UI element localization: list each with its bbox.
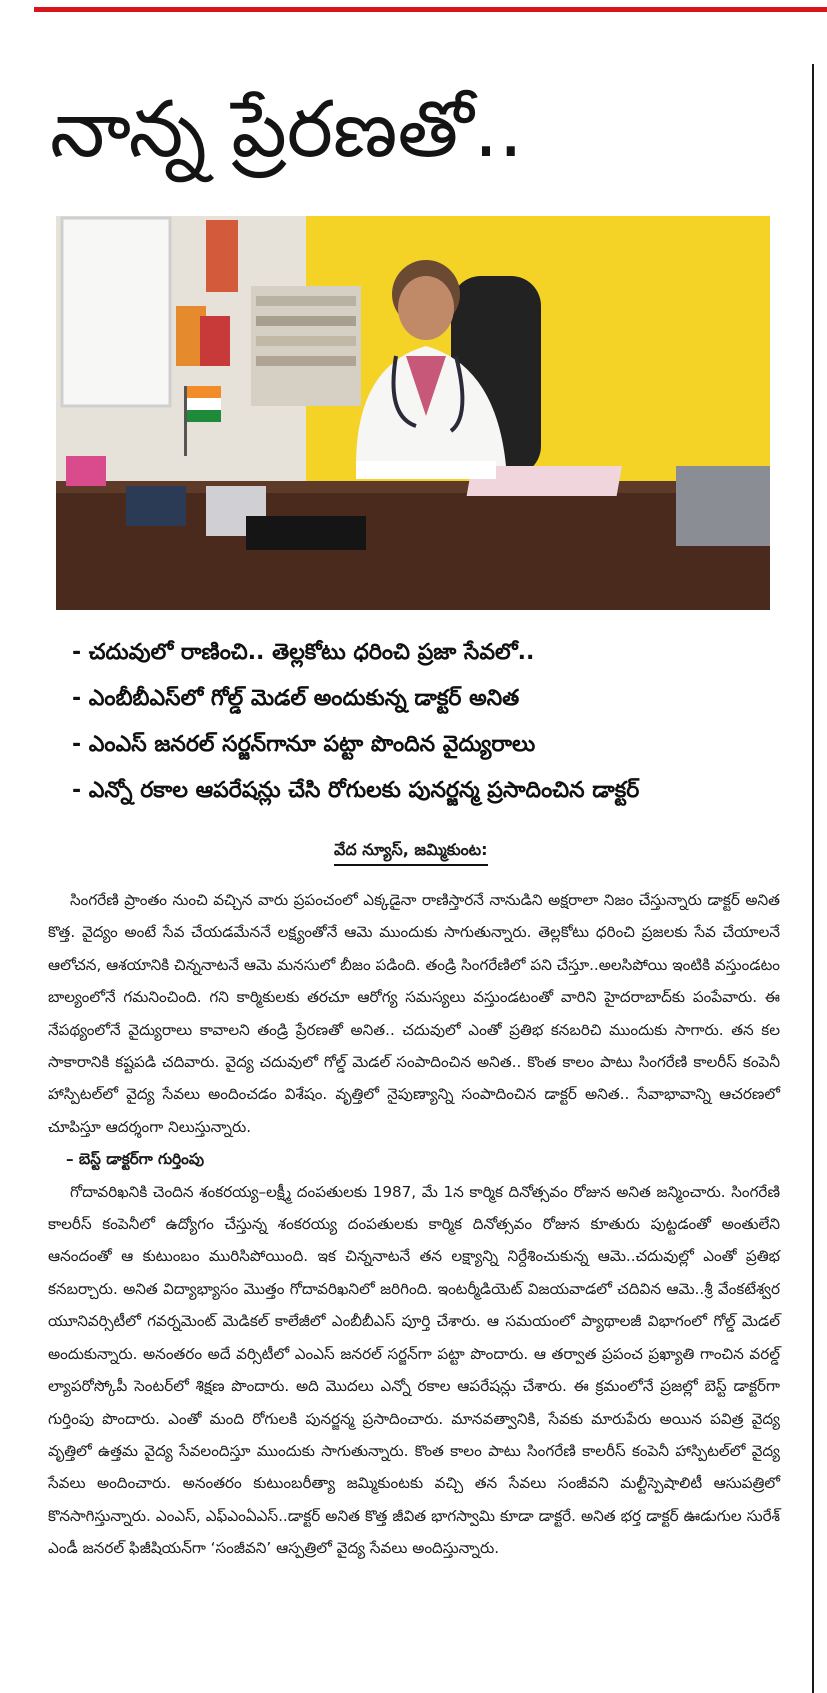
dateline: వేద న్యూస్, జమ్మికుంట: xyxy=(334,838,488,866)
doctor-photo xyxy=(56,216,770,610)
highlight-item: - ఎంబీబీఎస్‌లో గోల్డ్ మెడల్ అందుకున్న డాక్టర్ అనిత xyxy=(72,686,520,711)
column-divider xyxy=(812,64,814,1693)
article-subheading: – బెస్ట్ డాక్టర్‌గా గుర్తింపు xyxy=(66,1150,205,1169)
highlight-item: - చదువులో రాణించి.. తెల్లకోటు ధరించి ప్రజా సేవలో.. xyxy=(72,640,535,665)
top-red-rule xyxy=(34,7,827,12)
highlight-item: - ఎన్నో రకాల ఆపరేషన్లు చేసి రోగులకు పునర్జన్మ ప్రసాదించిన డాక్టర్ xyxy=(72,778,640,803)
highlights-list xyxy=(72,630,792,814)
headline: నాన్న ప్రేరణతో.. xyxy=(50,85,524,175)
article-paragraph: గోదావరిఖనికి చెందిన శంకరయ్య–లక్ష్మీ దంపతులకు 1987, మే 1న కార్మిక దినోత్సవం రోజున అనిత జన్మించారు. సింగరేణి కాలరీస్ కంపెనీలో ఉద్యోగం చేస్తున్న శంకరయ్య దంపతులకు కార్మిక దినోత్సవం రోజున కూతురు పుట్టడంతో అంతులేని ఆనందంతో ఆ కుటుంబం మురిసిపోయింది. ఇక చిన్ననాటనే తన లక్ష్యాన్ని నిర్దేశించుకున్న ఆమె..చదువుల్లో ఎంతో ప్రతిభ కనబర్చారు. అనిత విద్యాభ్యాసం మొత్తం గోదావరిఖనిలో జరిగింది. ఇంటర్మీడియెట్ విజయవాడలో చదివిన ఆమె..శ్రీ వేంకటేశ్వర యూనివర్సిటీలో గవర్నమెంట్ మెడికల్ కాలేజీలో ఎంబీబీఎస్ పూర్తి చేశారు. ఆ సమయంలో ప్యాథాలజీ విభాగంలో గోల్డ్ మెడల్ అందుకున్నారు. అనంతరం అదే వర్సిటీలో ఎంఎస్ జనరల్ సర్జన్‌గా పట్టా పొందారు. ఆ తర్వాత ప్రపంచ ప్రఖ్యాతి గాంచిన వరల్డ్ ల్యాపరోస్కోపీ సెంటర్‌లో శిక్షణ పొందారు. అది మొదలు ఎన్నో రకాల ఆపరేషన్లు చేశారు. ఈ క్రమంలోనే ప్రజల్లో బెస్ట్ డాక్టర్‌గా గుర్తింపు పొందారు. ఎంతో మంది రోగులకి పునర్జన్మ ప్రసాదించారు. మానవత్వానికి, సేవకు మారుపేరు అయిన పవిత్ర వైద్య వృత్తిలో ఉత్తమ వైద్య సేవలందిస్తూ ముందుకు సాగుతున్నారు. కొంత కాలం పాటు సింగరేణి కాలరీస్ కంపెనీ హాస్పిటల్‌లో వైద్య సేవలు అందించారు. అనంతరం కుటుంబరీత్యా జమ్మికుంటకు వచ్చి తన సేవలు సంజీవని మల్టీస్పెషాలిటీ ఆసుపత్రిలో కొనసాగిస్తున్నారు. ఎంఎస్, ఎఫ్ఎంఏఎస్..డాక్టర్ అనిత కొత్త జీవిత భాగస్వామి కూడా డాక్టరే. అనిత భర్త డాక్టర్ ఊడుగుల సురేశ్ ఎండీ జనరల్ ఫిజీషియన్‌గా ‘సంజీవని’ ఆస్పత్రిలో వైద్య సేవలు అందిస్తున్నారు. xyxy=(48,1182,780,1558)
highlight-item: - ఎంఎస్ జనరల్ సర్జన్‌గానూ పట్టా పొందిన వైద్యురాలు xyxy=(72,732,536,757)
article-body xyxy=(48,884,780,1565)
article-paragraph: సింగరేణి ప్రాంతం నుంచి వచ్చిన వారు ప్రపంచంలో ఎక్కడైనా రాణిస్తారనే నానుడిని అక్షరాలా నిజం చేస్తున్నారు డాక్టర్ అనిత కొత్త. వైద్యం అంటే సేవ చేయడమేననే లక్ష్యంతోనే ఆమె ముందుకు సాగుతున్నారు. తెల్లకోటు ధరించి ప్రజలకు సేవ చేయాలనే ఆలోచన, ఆశయానికి చిన్ననాటనే ఆమె మనసులో బీజం పడింది. తండ్రి సింగరేణిలో పని చేస్తూ..అలసిపోయి ఇంటికి వస్తుండటం బాల్యంలోనే గమనించింది. గని కార్మికులకు తరచూ ఆరోగ్య సమస్యలు వస్తుండటంతో వారిని హైదరాబాద్‌కు పంపేవారు. ఈ నేపథ్యంలోనే వైద్యురాలు కావాలని తండ్రి ప్రేరణతో అనిత.. చదువులో ఎంతో ప్రతిభ కనబరిచి ముందుకు సాగారు. తన కల సాకారానికి కష్టపడి చదివారు. వైద్య చదువులో గోల్డ్ మెడల్ సంపాదించిన అనిత.. కొంత కాలం పాటు సింగరేణి కాలరీస్ కంపెనీ హాస్పిటల్‌లో వైద్య సేవలు అందించడం విశేషం. వృత్తిలో నైపుణ్యాన్ని సంపాదించిన డాక్టర్ అనిత.. సేవాభావాన్ని ఆచరణలో చూపిస్తూ ఆదర్శంగా నిలుస్తున్నారు. xyxy=(48,891,780,1136)
